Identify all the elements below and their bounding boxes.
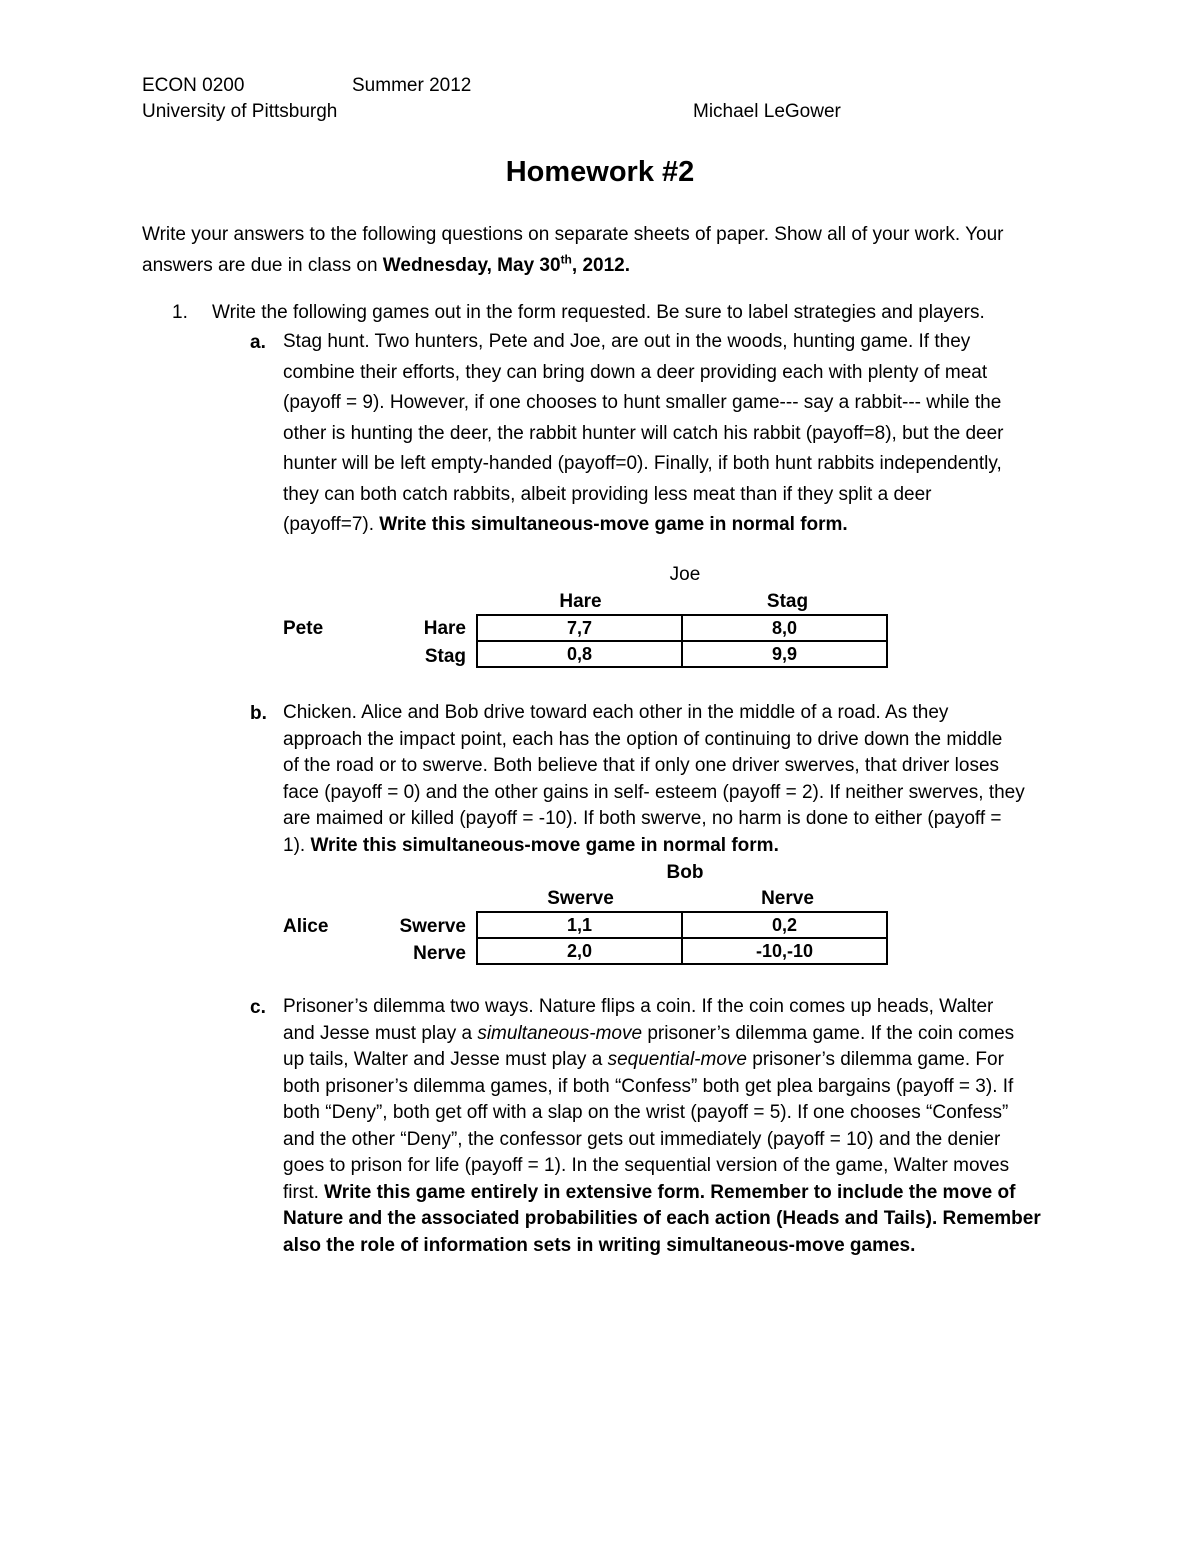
part-c-text-run: first. (283, 1181, 325, 1203)
part-c-instruction: also the role of information sets in writing simultaneous-move games. (283, 1234, 916, 1256)
part-c-line (283, 1233, 1063, 1260)
question-1-prompt: Write the following games out in the form requested. Be sure to label strategies and players. (212, 302, 985, 323)
part-c-instruction: Nature and the associated probabilities of each action (Heads and Tails). Remember (283, 1208, 1041, 1229)
intro-line-1: Write your answers to the following questions on separate sheets of paper. Show all of your work. Your (142, 224, 1004, 245)
part-c-text-run: up tails, Walter and Jesse must play a (283, 1049, 608, 1070)
payoff-cell: -10,-10 (682, 938, 887, 964)
part-c-text-run: and Jesse must play a (283, 1022, 478, 1044)
part-b-line: approach the impact point, each has the option of continuing to drive down the middle (283, 728, 1003, 750)
part-c-line: Prisoner’s dilemma two ways. Nature flips a coin. If the coin comes up heads, Walter (283, 996, 994, 1017)
part-b-line: Chicken. Alice and Bob drive toward each other in the middle of a road. As they (283, 702, 949, 723)
intro-line-2-text: answers are due in class on (142, 254, 383, 276)
chicken-row-strategy: Swerve (399, 916, 466, 937)
part-a-marker: a. (250, 332, 266, 353)
part-c-text-run: prisoner’s dilemma game. For (746, 1049, 1004, 1070)
due-date (382, 252, 630, 276)
part-b-text (283, 700, 1063, 859)
table-row (477, 615, 887, 641)
payoff-cell: 0,2 (682, 912, 887, 938)
part-c-line (283, 1206, 1063, 1233)
payoff-cell: 7,7 (477, 615, 682, 641)
part-a-last-text: (payoff=7). (283, 514, 380, 535)
stag-column-player: Joe (669, 564, 701, 585)
university-name: University of Pittsburgh (142, 101, 338, 122)
part-c-text (283, 994, 1063, 1259)
part-b-last-text: 1). (283, 834, 311, 856)
part-a-line: hunter will be left empty-handed (payoff=0). Finally, if both hunt rabbits independently, (283, 453, 1002, 474)
part-a-line-last (283, 510, 1063, 541)
stag-col-strategy: Hare (559, 591, 602, 612)
payoff-cell: 0,8 (477, 641, 682, 667)
chicken-row-player: Alice (283, 916, 329, 937)
chicken-column-player: Bob (666, 862, 704, 883)
part-a-line: (payoff = 9). However, if one chooses to hunt smaller game--- say a rabbit--- while the (283, 392, 1002, 413)
payoff-cell: 2,0 (477, 938, 682, 964)
intro-line-2 (142, 251, 1062, 282)
page-title: Homework #2 (505, 156, 695, 188)
part-c-text-run: prisoner’s dilemma game. If the coin comes (642, 1022, 1015, 1044)
part-b-instruction: Write this simultaneous-move game in normal form. (310, 834, 779, 856)
part-a-text (283, 327, 1063, 541)
payoff-cell: 8,0 (682, 615, 887, 641)
part-c-line: and the other “Deny”, the confessor gets out immediately (payoff = 10) and the denier (283, 1128, 1001, 1150)
chicken-col-strategy: Nerve (761, 888, 814, 909)
part-c-marker: c. (250, 997, 266, 1018)
part-a-line: other is hunting the deer, the rabbit hunter will catch his rabbit (payoff=8), but the deer (283, 422, 1004, 444)
stag-col-strategy: Stag (766, 591, 809, 612)
course-term: Summer 2012 (352, 75, 472, 96)
part-b-line: face (payoff = 0) and the other gains in self- esteem (payoff = 2). If neither swerves, they (283, 781, 1025, 803)
part-a-line: they can both catch rabbits, albeit providing less meat than if they split a deer (283, 483, 932, 505)
part-b-line: of the road or to swerve. Both believe that if only one driver swerves, that driver loses (283, 755, 1000, 776)
part-c-line: goes to prison for life (payoff = 1). In the sequential version of the game, Walter moves (283, 1155, 1010, 1176)
due-date-year: , 2012. (571, 254, 630, 276)
stag-hunt-payoff-table (476, 614, 888, 668)
stag-row-player: Pete (283, 618, 324, 639)
part-b-marker: b. (250, 703, 267, 724)
part-c-emphasis: sequential-move (607, 1049, 747, 1070)
table-row (477, 912, 887, 938)
part-c-emphasis: simultaneous-move (477, 1022, 643, 1044)
payoff-cell: 1,1 (477, 912, 682, 938)
intro-paragraph (142, 220, 1062, 281)
question-1-number: 1. (172, 302, 188, 323)
due-date-suffix: th (560, 252, 572, 267)
part-c-line: both “Deny”, both get off with a slap on the wrist (payoff = 5). If one chooses “Confess” (283, 1102, 1009, 1123)
instructor-name: Michael LeGower (693, 101, 841, 122)
stag-row-strategy: Hare (423, 618, 466, 639)
part-c-line: both prisoner’s dilemma games, if both “Confess” both get plea bargains (payoff = 3). If (283, 1075, 1014, 1097)
chicken-col-strategy: Swerve (547, 888, 614, 909)
part-c-instruction: Write this game entirely in extensive form. Remember to include the move of (324, 1181, 1016, 1203)
part-c-line (283, 1021, 1063, 1048)
chicken-row-strategy: Nerve (413, 943, 466, 964)
table-row (477, 641, 887, 667)
part-a-line: combine their efforts, they can bring down a deer providing each with plenty of meat (283, 361, 988, 383)
part-c-line (283, 1180, 1063, 1207)
part-a-line: Stag hunt. Two hunters, Pete and Joe, are out in the woods, hunting game. If they (283, 331, 971, 352)
chicken-payoff-table (476, 911, 888, 965)
table-row (477, 938, 887, 964)
course-code: ECON 0200 (142, 75, 245, 96)
part-b-line: are maimed or killed (payoff = -10). If both swerve, no harm is done to either (payoff = (283, 808, 1002, 829)
stag-row-strategy: Stag (424, 646, 466, 667)
due-date-day: Wednesday, May 30 (382, 254, 561, 276)
part-b-line-last (283, 833, 1063, 860)
part-a-instruction: Write this simultaneous-move game in normal form. (379, 514, 848, 535)
part-c-line (283, 1047, 1063, 1074)
payoff-cell: 9,9 (682, 641, 887, 667)
